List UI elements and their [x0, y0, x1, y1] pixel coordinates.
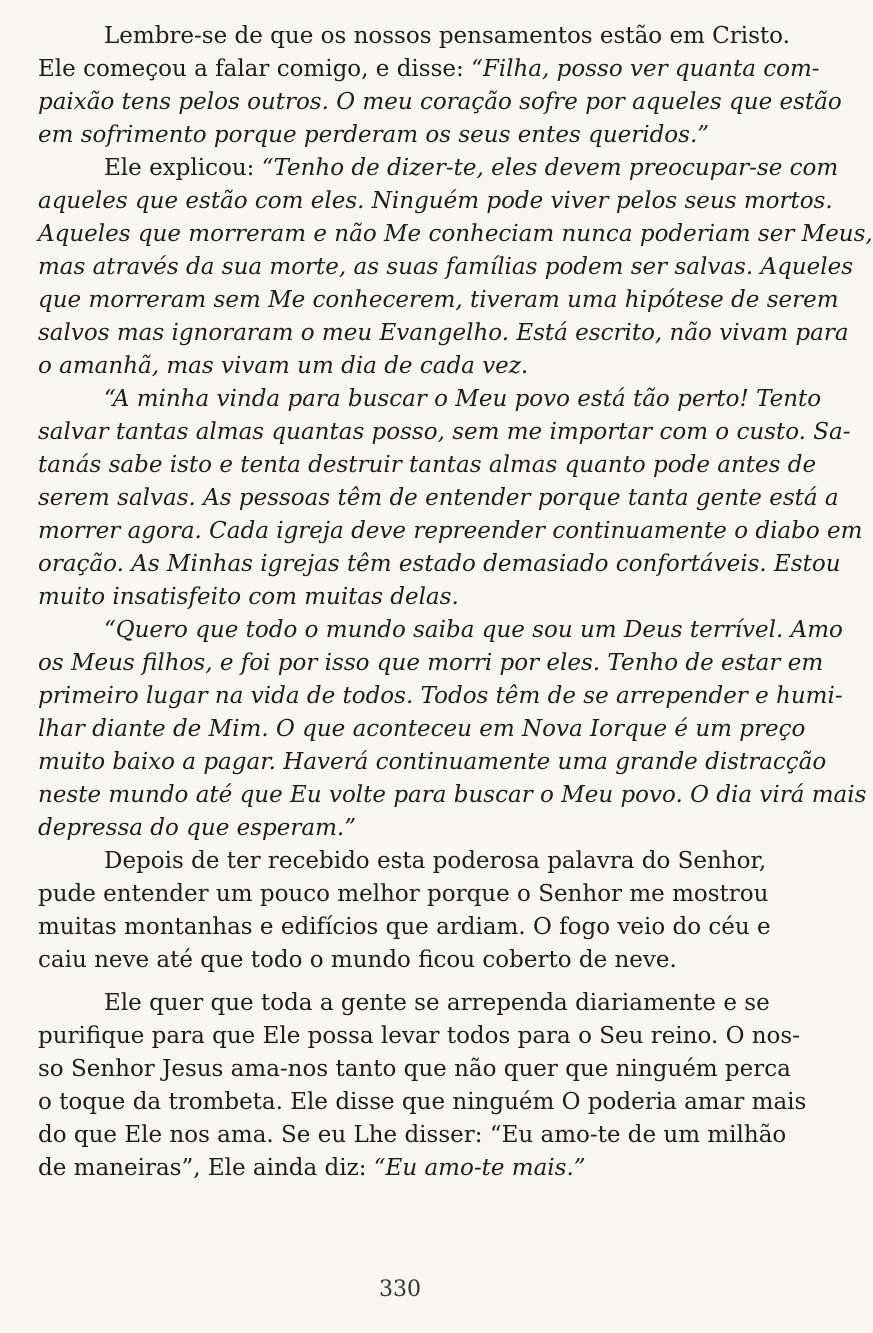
text-line: em sofrimento porque perderam os seus entes queridos.” [38, 122, 710, 148]
text-line: muito insatisfeito com muitas delas. [38, 584, 459, 610]
text-line: do que Ele nos ama. Se eu Lhe disser: “Eu amo-te de um milhão [38, 1122, 787, 1148]
text-line: muitas montanhas e edifícios que ardiam. O fogo veio do céu e [38, 914, 771, 940]
text-line: que morreram sem Me conhecerem, tiveram uma hipótese de serem [38, 287, 839, 313]
text-line: muito baixo a pagar. Haverá continuamente uma grande distracção [38, 749, 827, 775]
text-line: lhar diante de Mim. O que aconteceu em Nova Iorque é um preço [38, 716, 806, 742]
paragraph-6 [38, 987, 807, 1185]
text-line: “A minha vinda para buscar o Meu povo está tão perto! Tento [104, 386, 822, 412]
paragraph-1 [38, 20, 842, 152]
text-line: Ele explicou: “Tenho de dizer-te, eles devem preocupar-se com [104, 155, 839, 181]
text-line: pude entender um pouco melhor porque o Senhor me mostrou [38, 881, 769, 907]
paragraph-4 [38, 614, 867, 845]
text-line: depressa do que esperam.” [38, 815, 356, 841]
text-line: mas através da sua morte, as suas famílias podem ser salvas. Aqueles [38, 254, 854, 280]
text-line: os Meus filhos, e foi por isso que morri por eles. Tenho de estar em [38, 650, 824, 676]
text-line: “Quero que todo o mundo saiba que sou um Deus terrível. Amo [104, 617, 843, 643]
text-line: Depois de ter recebido esta poderosa palavra do Senhor, [104, 848, 767, 874]
text-line: neste mundo até que Eu volte para buscar o Meu povo. O dia virá mais [38, 782, 867, 808]
text-line: Aqueles que morreram e não Me conheciam nunca poderiam ser Meus, [38, 221, 873, 247]
text-line: Ele começou a falar comigo, e disse: “Filha, posso ver quanta com- [38, 56, 820, 82]
text-line: Lembre-se de que os nossos pensamentos estão em Cristo. [104, 23, 790, 49]
text-line: Ele quer que toda a gente se arrependa diariamente e se [104, 990, 770, 1016]
text-line: tanás sabe isto e tenta destruir tantas almas quanto pode antes de [38, 452, 817, 478]
text-line: aqueles que estão com eles. Ninguém pode viver pelos seus mortos. [38, 188, 833, 214]
text-line: de maneiras”, Ele ainda diz: “Eu amo-te mais.” [38, 1155, 586, 1181]
page-number: 330 [379, 1277, 421, 1302]
text-line: so Senhor Jesus ama-nos tanto que não quer que ninguém perca [38, 1056, 791, 1082]
text-line: salvos mas ignoraram o meu Evangelho. Está escrito, não vivam para [38, 320, 849, 346]
text-line: morrer agora. Cada igreja deve repreender continuamente o diabo em [38, 518, 863, 544]
text-line: purifique para que Ele possa levar todos para o Seu reino. O nos- [38, 1023, 800, 1049]
text-line: o toque da trombeta. Ele disse que ninguém O poderia amar mais [38, 1089, 807, 1115]
text-line: oração. As Minhas igrejas têm estado demasiado confortáveis. Estou [38, 551, 841, 577]
page-body [38, 20, 873, 1185]
text-line: primeiro lugar na vida de todos. Todos têm de se arrepender e humi- [38, 683, 843, 709]
text-line: paixão tens pelos outros. O meu coração sofre por aqueles que estão [38, 89, 842, 115]
text-line: o amanhã, mas vivam um dia de cada vez. [38, 353, 529, 379]
text-line: serem salvas. As pessoas têm de entender porque tanta gente está a [38, 485, 839, 511]
text-line: caiu neve até que todo o mundo ficou coberto de neve. [38, 947, 677, 973]
text-line: salvar tantas almas quantas posso, sem me importar com o custo. Sa- [38, 419, 851, 445]
paragraph-5 [38, 845, 771, 977]
paragraph-3 [38, 383, 863, 614]
paragraph-2 [38, 152, 873, 383]
